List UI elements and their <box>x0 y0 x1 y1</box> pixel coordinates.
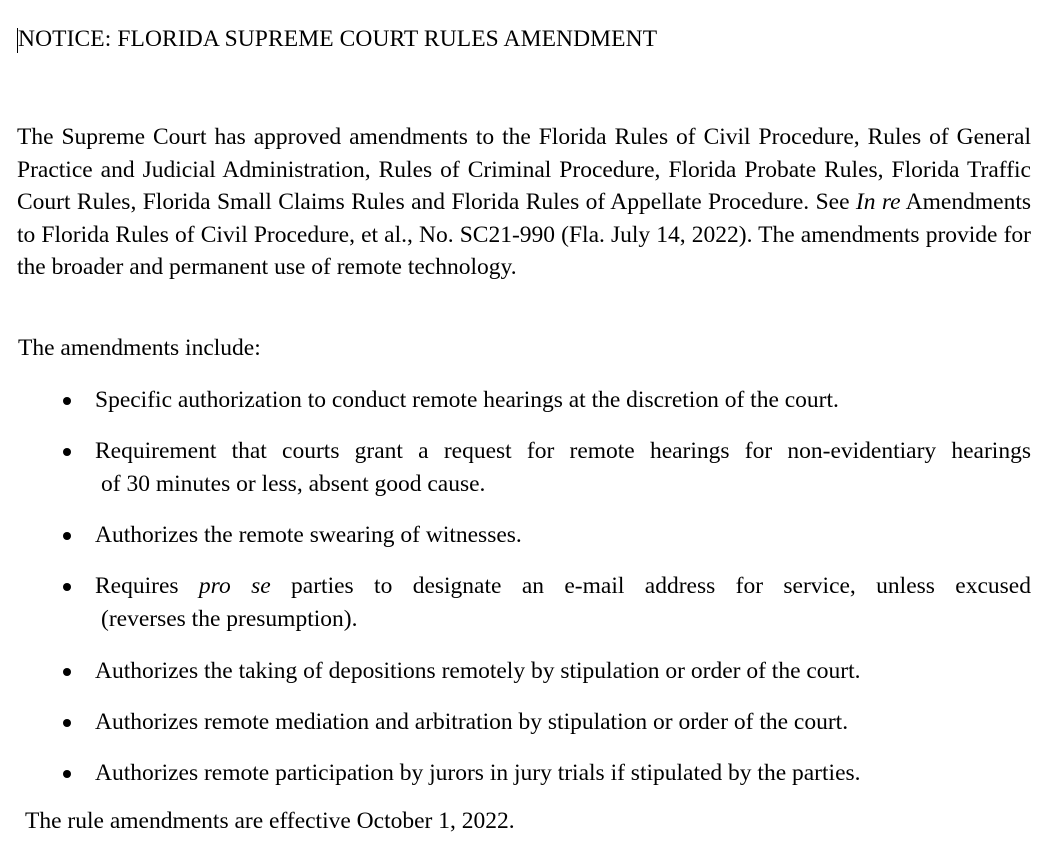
effective-date-sentence: The rule amendments are effective October 1, 2022. <box>25 808 515 834</box>
pro-se-italic: pro se <box>198 573 271 599</box>
list-item-text-pre: Requires <box>95 573 199 599</box>
list-item <box>95 655 1031 688</box>
notice-title: NOTICE: FLORIDA SUPREME COURT RULES AMENDMENT <box>18 26 658 52</box>
list-item <box>95 519 1031 552</box>
list-item-text: Authorizes the remote swearing of witnesses. <box>95 522 522 548</box>
paragraph-part-1: The Supreme Court has approved amendments to the Florida Rules of Civil Procedure, Rules of General Practice and Judicial Administration, Rules of Criminal Procedure, Florida Probate Rules, Florida Traffic Court Rules, Florida Small Claims Rules and Florida Rules of Appellate Procedure. See <box>17 124 1031 216</box>
list-item <box>95 384 1031 417</box>
case-citation-italic: In re <box>855 189 901 216</box>
list-intro: The amendments include: <box>18 335 261 361</box>
list-item-text-continued: of 30 minutes or less, absent good cause. <box>101 471 486 497</box>
list-item <box>95 570 1031 636</box>
list-item-text-post: parties to designate an e-mail address for service, unless excused <box>270 573 1031 599</box>
bullet-icon <box>63 448 71 456</box>
bullet-icon <box>63 668 71 676</box>
list-item-text-continued: (reverses the presumption). <box>101 606 358 632</box>
list-item-text: Authorizes remote participation by jurors in jury trials if stipulated by the parties. <box>95 760 861 786</box>
paragraph-part-2: Amendments to Florida Rules of Civil Procedure, et al., No. SC21-990 (Fla. July 14, 2022). The amendments provide for the broader and permanent use of remote technology. <box>17 189 1031 281</box>
list-item-text: Authorizes the taking of depositions remotely by stipulation or order of the court. <box>95 658 861 684</box>
bullet-icon <box>63 532 71 540</box>
list-item <box>95 706 1031 739</box>
list-item <box>95 757 1031 790</box>
list-item-text <box>95 570 1031 603</box>
list-item-text: Authorizes remote mediation and arbitration by stipulation or order of the court. <box>95 709 849 735</box>
bullet-icon <box>63 770 71 778</box>
list-item-text: Specific authorization to conduct remote hearings at the discretion of the court. <box>95 387 839 413</box>
list-item-text: Requirement that courts grant a request for remote hearings for non-evidentiary hearings <box>95 438 1031 464</box>
bullet-icon <box>63 719 71 727</box>
list-item <box>95 435 1031 501</box>
bullet-icon <box>63 397 71 405</box>
body-paragraph <box>17 121 1031 284</box>
bullet-icon <box>63 583 71 591</box>
